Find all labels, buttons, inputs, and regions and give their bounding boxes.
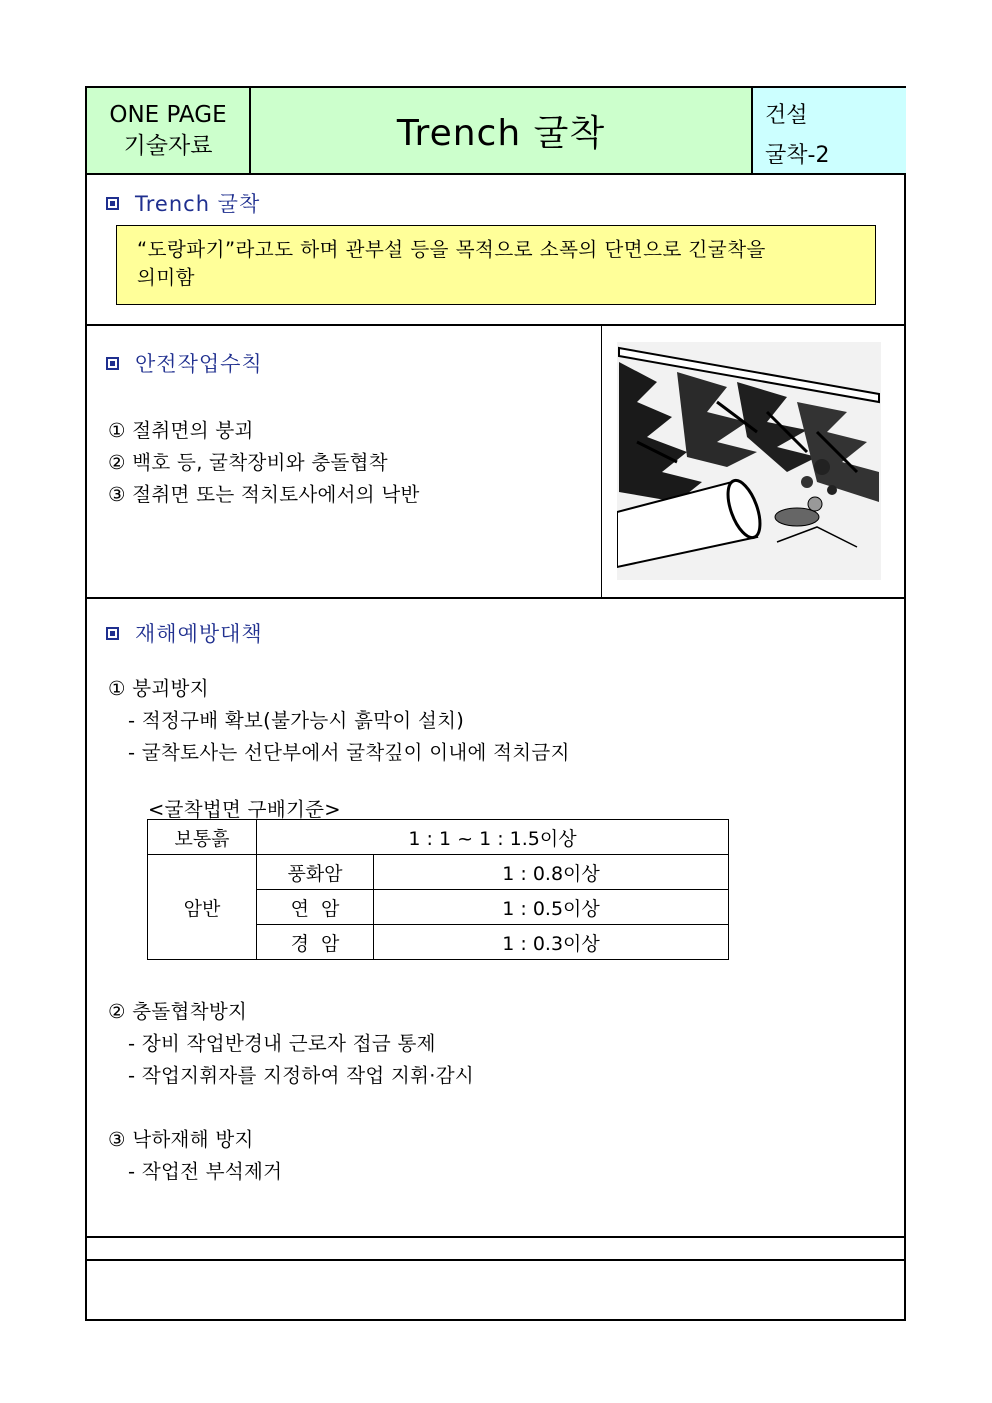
header-divider [87,173,904,175]
hazard-item-2: ② 백호 등, 굴착장비와 충돌협착 [108,451,388,474]
rock-type-cell: 풍화암 [257,855,374,890]
header-label-cell [87,88,251,173]
section-prevention-title [106,618,263,648]
definition-box [116,225,876,305]
collapse-prevention-heading: ① 붕괴방지 [108,677,209,700]
rock-type-cell: 연 암 [257,890,374,925]
footer-divider-1 [87,1236,904,1238]
rock-group-cell: 암반 [148,855,257,960]
soil-type-cell: 보통흙 [148,820,257,855]
definition-line-1: “도랑파기”라고도 하며 관부설 등을 목적으로 소폭의 단면으로 긴굴착을 [137,238,766,261]
document-title-cell [251,88,753,173]
slope-value-cell: 1 : 0.5이상 [374,890,729,925]
hazard-item-3: ③ 절취면 또는 적치토사에서의 낙반 [108,483,420,506]
table-row [148,820,729,855]
slope-value-cell: 1 : 0.3이상 [374,925,729,960]
header-label-line1: ONE PAGE [109,101,227,128]
section1-divider [87,324,904,326]
falling-prevention-heading: ③ 낙하재해 방지 [108,1128,254,1151]
document-title: Trench 굴착 [396,113,606,154]
collapse-prevention-line-1: - 적정구배 확보(불가능시 흙막이 설치) [128,709,465,732]
section-safety-title-text: 안전작업수칙 [135,352,263,376]
section-definition-title-text: Trench 굴착 [135,192,261,216]
document-code: 굴착-2 [765,143,830,168]
section-prevention-title-text: 재해예방대책 [135,622,263,646]
section2-divider [87,597,904,599]
section-safety-title [106,348,263,378]
square-bullet-icon [106,627,119,640]
section-definition-title [106,188,260,218]
header-label-line2: 기술자료 [123,132,213,159]
slope-value-cell: 1 : 0.8이상 [374,855,729,890]
slope-table-caption: <굴착법면 구배기준> [148,798,341,821]
collision-prevention-heading: ② 충돌협착방지 [108,1000,248,1023]
section2-column-divider [601,324,602,597]
collision-prevention-line-1: - 장비 작업반경내 근로자 접금 통제 [128,1032,436,1055]
footer-divider-2 [87,1259,904,1261]
falling-prevention-line-1: - 작업전 부석제거 [128,1160,283,1183]
slope-standard-table [147,819,729,960]
table-row [148,855,729,890]
slope-value-cell: 1 : 1 ~ 1 : 1.5이상 [257,820,729,855]
hazard-item-1: ① 절취면의 붕괴 [108,419,254,442]
category-cell [753,88,906,173]
definition-line-2: 의미함 [137,266,196,289]
rock-type-cell: 경 암 [257,925,374,960]
document-frame [85,86,906,1321]
square-bullet-icon [106,197,119,210]
category-name: 건설 [765,103,808,128]
square-bullet-icon [106,357,119,370]
trench-collapse-illustration [617,342,881,580]
collapse-prevention-line-2: - 굴착토사는 선단부에서 굴착깊이 이내에 적치금지 [128,741,570,764]
collision-prevention-line-2: - 작업지휘자를 지정하여 작업 지휘·감시 [128,1064,475,1087]
